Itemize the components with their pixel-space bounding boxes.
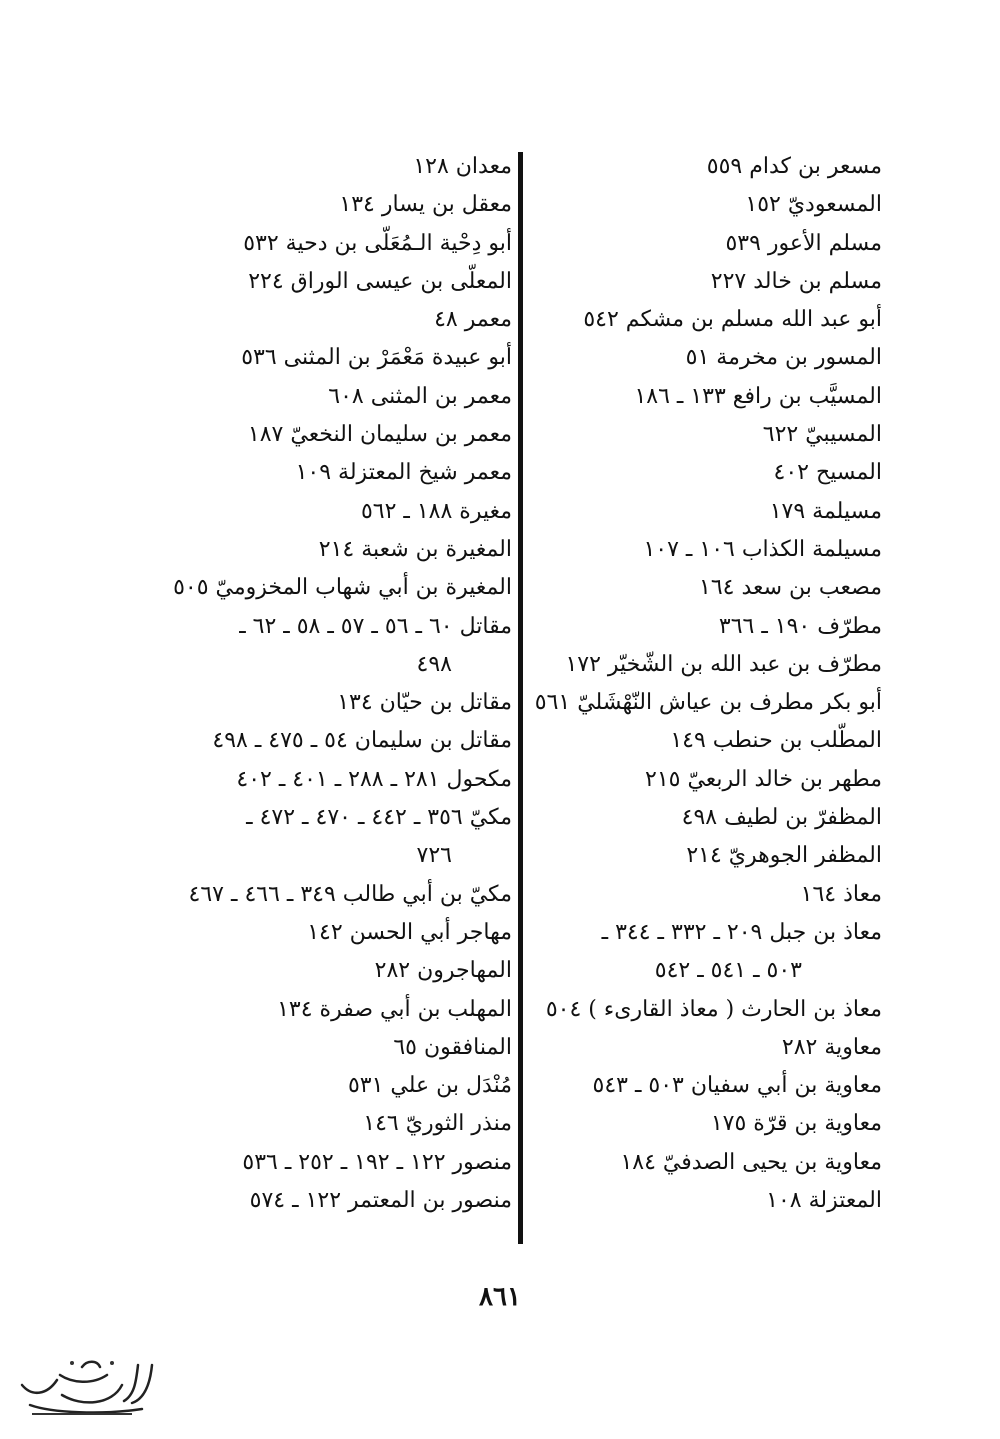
right-entry: معاوية بن قرّة ١٧٥ [710,1111,882,1137]
left-entry: منصور بن المعتمر ١٢٢ ـ ٥٧٤ [249,1188,512,1214]
right-entry: المسيبيّ ٦٢٢ [762,422,882,448]
right-entry: المسور بن مخرمة ٥١ [685,345,882,371]
left-entry: مقاتل ٦٠ ـ ٥٦ ـ ٥٧ ـ ٥٨ ـ ٦٢ ـ [239,613,512,639]
right-entry: أبو عبد الله مسلم بن مشكم ٥٤٢ [583,307,882,333]
right-entry: مطرّف ١٩٠ ـ ٣٦٦ [718,613,882,639]
left-entry: مكيّ ٣٥٦ ـ ٤٤٢ ـ ٤٧٠ ـ ٤٧٢ ـ [246,805,512,831]
left-entry: أبو دِحْية الـمُعَلّى بن دحية ٥٣٢ [243,230,512,256]
right-entry: المظفرّ بن لطيف ٤٩٨ [681,805,882,831]
right-entry: مطرّف بن عبد الله بن الشّخيّر ١٧٢ [565,651,882,677]
left-entry: مقاتل بن حيّان ١٣٤ [337,690,512,716]
left-entry: المهاجرون ٢٨٢ [374,958,512,984]
left-entry: المغيرة بن شعبة ٢١٤ [318,536,512,562]
left-entry: منذر الثوريّ ١٤٦ [363,1111,512,1137]
left-entry: معمر شيخ المعتزلة ١٠٩ [295,460,512,486]
left-entry: المنافقون ٦٥ [393,1034,512,1060]
right-entry: المطّلب بن حنطب ١٤٩ [670,728,882,754]
left-entry: مقاتل بن سليمان ٥٤ ـ ٤٧٥ ـ ٤٩٨ [212,728,512,754]
left-entry: معقل بن يسار ١٣٤ [339,192,512,218]
right-entry: المسعوديّ ١٥٢ [745,192,882,218]
left-entry: مغيرة ١٨٨ ـ ٥٦٢ [360,498,512,524]
right-entry: معاذ بن جبل ٢٠٩ ـ ٣٣٢ ـ ٣٤٤ ـ [601,919,882,945]
right-entry: مسيلمة ١٧٩ [769,498,882,524]
right-entry: معاوية بن يحيى الصدفيّ ١٨٤ [620,1149,882,1175]
index-column-left [167,148,512,1220]
right-entry: مسيلمة الكذاب ١٠٦ ـ ١٠٧ [643,536,882,562]
right-entry: المسيَّب بن رافع ١٣٣ ـ ١٨٦ [634,383,882,409]
column-divider [518,152,523,1244]
left-entry: منصور ١٢٢ ـ ١٩٢ ـ ٢٥٢ ـ ٥٣٦ [242,1149,512,1175]
right-entry: معاوية بن أبي سفيان ٥٠٣ ـ ٥٤٣ [592,1073,882,1099]
right-entry: المسيح ٤٠٢ [773,460,882,486]
left-entry: المهلب بن أبي صفرة ١٣٤ [277,996,512,1022]
left-entry: المغيرة بن أبي شهاب المخزوميّ ٥٠٥ [173,575,512,601]
left-entry: مهاجر أبي الحسن ١٤٢ [307,919,512,945]
right-entry: المعتزلة ١٠٨ [766,1188,882,1214]
left-entry: معدان ١٢٨ [413,154,512,179]
left-entry: أبو عبيدة مَعْمَرْ بن المثنى ٥٣٦ [241,345,512,371]
page-number: ٨٦١ [479,1282,521,1312]
left-entry: معمر ٤٨ [434,307,512,333]
right-entry: مسلم الأعور ٥٣٩ [725,230,882,256]
left-entry: معمر بن المثنى ٦٠٨ [328,383,512,409]
right-entry-continuation: ٥٠٣ ـ ٥٤١ ـ ٥٤٢ [654,958,802,984]
left-entry: المعلّى بن عيسى الوراق ٢٢٤ [248,268,512,294]
left-entry-continuation: ٧٢٦ [416,843,452,869]
left-entry: معمر بن سليمان النخعيّ ١٨٧ [247,422,512,448]
index-column-right [527,148,882,1220]
left-entry: مكحول ٢٨١ ـ ٢٨٨ ـ ٤٠١ ـ ٤٠٢ [236,766,512,792]
right-entry: معاوية ٢٨٢ [781,1034,882,1060]
left-entry-continuation: ٤٩٨ [416,651,452,677]
right-entry: أبو بكر مطرف بن عياش النّهْشَليّ ٥٦١ [534,690,882,716]
left-entry: مكيّ بن أبي طالب ٣٤٩ ـ ٤٦٦ ـ ٤٦٧ [188,881,512,907]
right-entry: مطهر بن خالد الربعيّ ٢١٥ [645,766,882,792]
left-entry: مُنْدَل بن علي ٥٣١ [347,1073,512,1099]
right-entry: معاذ ١٦٤ [800,881,882,907]
right-entry: مسعر بن كدام ٥٥٩ [706,154,882,179]
library-stamp-logo [12,1355,162,1425]
right-entry: المظفر الجوهريّ ٢١٤ [686,843,882,869]
right-entry: مسلم بن خالد ٢٢٧ [710,268,882,294]
right-entry: مصعب بن سعد ١٦٤ [699,575,882,601]
right-entry: معاذ بن الحارث ( معاذ القارىء ) ٥٠٤ [545,996,882,1022]
